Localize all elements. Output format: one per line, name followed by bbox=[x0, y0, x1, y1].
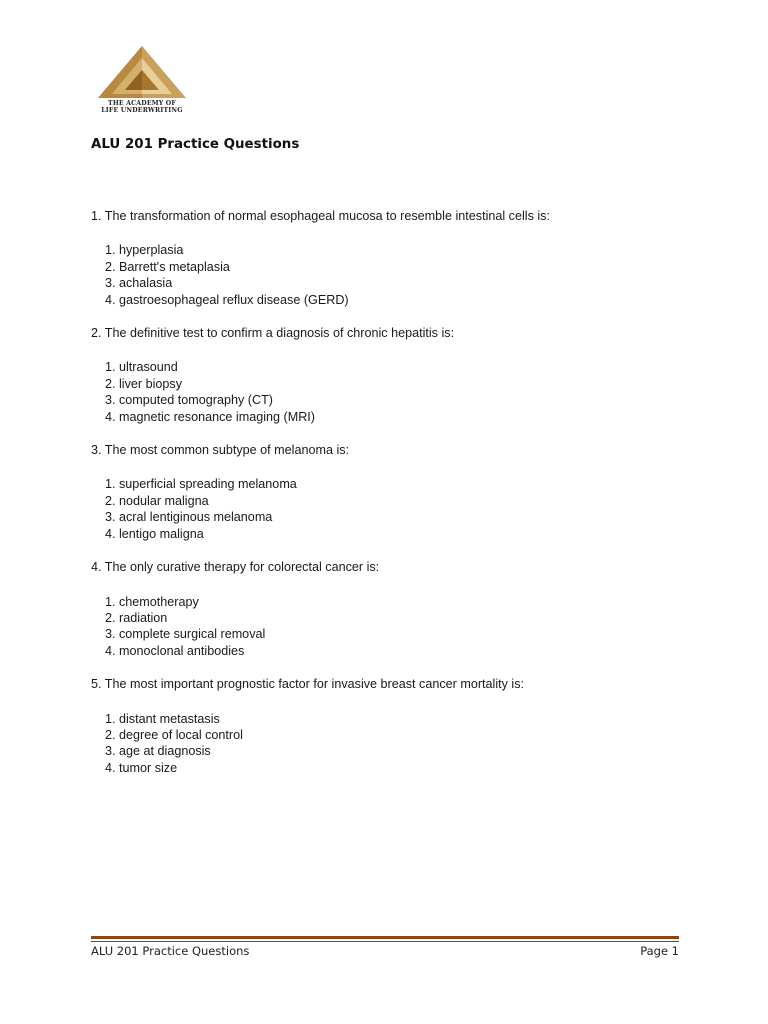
answer-option: 3. computed tomography (CT) bbox=[105, 393, 273, 408]
footer-divider-thin bbox=[91, 941, 679, 942]
logo-wordmark bbox=[92, 100, 192, 114]
page-title: ALU 201 Practice Questions bbox=[91, 137, 300, 152]
question-text: 3. The most common subtype of melanoma is: bbox=[91, 443, 350, 458]
answer-option: 4. magnetic resonance imaging (MRI) bbox=[105, 409, 315, 424]
answer-option: 2. radiation bbox=[105, 610, 168, 625]
question-text: 4. The only curative therapy for colorectal cancer is: bbox=[91, 560, 380, 575]
question-text: 5. The most important prognostic factor for invasive breast cancer mortality is: bbox=[91, 677, 525, 692]
question-list bbox=[91, 208, 711, 793]
answer-option: 1. distant metastasis bbox=[105, 711, 220, 726]
academy-logo bbox=[92, 44, 192, 120]
answer-option: 4. lentigo maligna bbox=[105, 526, 204, 541]
question-text: 2. The definitive test to confirm a diagnosis of chronic hepatitis is: bbox=[91, 326, 455, 341]
answer-list bbox=[91, 359, 711, 425]
logo-line-1: THE ACADEMY OF bbox=[108, 100, 176, 107]
answer-option: 3. achalasia bbox=[105, 276, 173, 291]
question-4 bbox=[91, 559, 711, 659]
answer-option: 1. chemotherapy bbox=[105, 594, 199, 609]
answer-option: 3. complete surgical removal bbox=[105, 627, 266, 642]
answer-option: 4. gastroesophageal reflux disease (GERD) bbox=[105, 292, 349, 307]
question-1 bbox=[91, 208, 711, 308]
answer-option: 2. Barrett's metaplasia bbox=[105, 259, 230, 274]
answer-option: 3. age at diagnosis bbox=[105, 744, 211, 759]
question-5 bbox=[91, 676, 711, 776]
page-number: Page 1 bbox=[640, 944, 679, 958]
answer-option: 2. liver biopsy bbox=[105, 376, 182, 391]
logo-line-2: LIFE UNDERWRITING bbox=[101, 107, 183, 114]
answer-option: 2. degree of local control bbox=[105, 727, 243, 742]
answer-option: 4. tumor size bbox=[105, 760, 178, 775]
answer-option: 3. acral lentiginous melanoma bbox=[105, 510, 273, 525]
answer-option: 4. monoclonal antibodies bbox=[105, 643, 245, 658]
question-2 bbox=[91, 325, 711, 425]
answer-list bbox=[91, 242, 711, 308]
footer-title: ALU 201 Practice Questions bbox=[91, 944, 250, 958]
answer-list bbox=[91, 594, 711, 660]
pyramid-logo-icon bbox=[92, 44, 192, 104]
answer-list bbox=[91, 476, 711, 542]
answer-list bbox=[91, 711, 711, 777]
question-text: 1. The transformation of normal esophageal mucosa to resemble intestinal cells is: bbox=[91, 209, 550, 223]
answer-option: 2. nodular maligna bbox=[105, 493, 209, 508]
footer-divider bbox=[91, 936, 679, 939]
answer-option: 1. ultrasound bbox=[105, 360, 178, 375]
answer-option: 1. hyperplasia bbox=[105, 243, 184, 258]
answer-option: 1. superficial spreading melanoma bbox=[105, 477, 297, 492]
question-3 bbox=[91, 442, 711, 542]
